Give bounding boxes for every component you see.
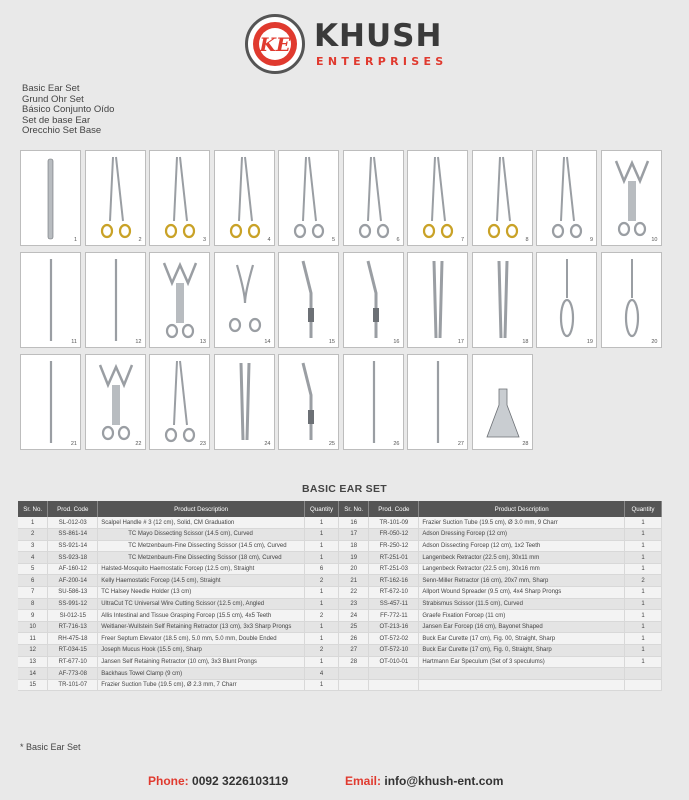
email-label: Email:: [345, 774, 382, 788]
instrument-card: [149, 354, 210, 450]
table-row: [339, 679, 662, 691]
instrument-image: [473, 151, 534, 247]
row-desc: Langenbeck Retractor (22.5 cm), 30x16 mm: [419, 563, 625, 575]
row-qty: 1: [305, 679, 339, 691]
table-row: [18, 552, 339, 564]
instrument-image: [344, 253, 405, 349]
table-row: [339, 645, 662, 657]
row-qty: 1: [625, 656, 662, 668]
instrument-card: [20, 252, 81, 348]
instrument-number: 15: [328, 339, 335, 345]
table-row: [339, 621, 662, 633]
row-desc: Buck Ear Curette (17 cm), Fig. 00, Straight, Sharp: [419, 633, 625, 645]
row-qty: 1: [625, 540, 662, 552]
email-value[interactable]: info@khush-ent.com: [384, 774, 504, 788]
row-code: SU-586-13: [48, 587, 98, 599]
row-sr: [339, 679, 369, 691]
row-sr: 19: [339, 552, 369, 564]
row-qty: 6: [305, 563, 339, 575]
instrument-number: 27: [457, 441, 464, 447]
instrument-card: [149, 252, 210, 348]
row-sr: 5: [18, 563, 48, 575]
instrument-number: 9: [589, 237, 593, 243]
row-sr: 26: [339, 633, 369, 645]
logo-emblem: [245, 14, 305, 74]
row-sr: 20: [339, 563, 369, 575]
instrument-number: 13: [199, 339, 206, 345]
table-row: [339, 563, 662, 575]
instrument-number: 3: [202, 237, 206, 243]
row-qty: 2: [625, 575, 662, 587]
row-qty: 2: [305, 645, 339, 657]
instrument-card: [343, 150, 404, 246]
instrument-card: [472, 252, 533, 348]
instrument-image: [408, 355, 469, 451]
row-code: FF-772-11: [369, 610, 419, 622]
instrument-card: [214, 150, 275, 246]
row-code: AF-773-08: [48, 668, 98, 680]
row-code: AF-160-12: [48, 563, 98, 575]
row-qty: 4: [305, 668, 339, 680]
instrument-image: [150, 151, 211, 247]
logo-initials: KE: [259, 34, 291, 56]
instrument-image: [21, 355, 82, 451]
instrument-image: [602, 151, 663, 247]
instrument-card: [85, 354, 146, 450]
row-desc: Adson Dressing Forcep (12 cm): [419, 529, 625, 541]
instrument-card: [278, 150, 339, 246]
row-desc: Allis Intestinal and Tissue Grasping Forcep (15.5 cm), 4x5 Teeth: [98, 610, 305, 622]
instrument-card: [407, 150, 468, 246]
row-code: OT-010-01: [369, 656, 419, 668]
table-row: [18, 621, 339, 633]
row-qty: 1: [305, 529, 339, 541]
instrument-card: [20, 354, 81, 450]
row-desc: Strabismus Scissor (11.5 cm), Curved: [419, 598, 625, 610]
instrument-number: 2: [138, 237, 142, 243]
row-qty: 1: [625, 633, 662, 645]
instrument-image: [279, 355, 340, 451]
instrument-image: [473, 355, 534, 451]
table-row: [18, 633, 339, 645]
table-row: [18, 598, 339, 610]
instrument-number: 23: [199, 441, 206, 447]
header-code: Prod. Code: [48, 501, 98, 517]
row-sr: 11: [18, 633, 48, 645]
table-row: [18, 529, 339, 541]
row-qty: 1: [625, 598, 662, 610]
table-row: [339, 633, 662, 645]
row-code: RT-034-15: [48, 645, 98, 657]
table-row: [339, 529, 662, 541]
instrument-image: [86, 151, 147, 247]
instrument-number: 22: [135, 441, 142, 447]
row-code: OT-572-02: [369, 633, 419, 645]
row-sr: 12: [18, 645, 48, 657]
row-desc: Buck Ear Curette (17 cm), Fig. 0, Straight, Sharp: [419, 645, 625, 657]
table-row: [18, 656, 339, 668]
row-sr: 27: [339, 645, 369, 657]
row-desc: TC Mayo Dissecting Scissor (14.5 cm), Curved: [98, 529, 305, 541]
row-desc: Backhaus Towel Clamp (9 cm): [98, 668, 305, 680]
header-qty: Quantity: [305, 501, 339, 517]
instrument-number: 25: [328, 441, 335, 447]
row-qty: 1: [625, 517, 662, 529]
table-row: [339, 552, 662, 564]
instrument-image: [473, 253, 534, 349]
header-desc: Product Description: [419, 501, 625, 517]
row-code: RT-162-16: [369, 575, 419, 587]
instrument-card: [536, 150, 597, 246]
row-code: FR-050-12: [369, 529, 419, 541]
row-desc: TC Halsey Needle Holder (13 cm): [98, 587, 305, 599]
header-sr: Sr. No.: [339, 501, 369, 517]
instrument-number: 18: [522, 339, 529, 345]
row-sr: 16: [339, 517, 369, 529]
instrument-number: 6: [396, 237, 400, 243]
table-title: BASIC EAR SET: [302, 483, 387, 495]
row-desc: Langenbeck Retractor (22.5 cm), 30x11 mm: [419, 552, 625, 564]
row-code: RH-475-18: [48, 633, 98, 645]
row-desc: Jansen Ear Forcep (16 cm), Bayonet Shaped: [419, 621, 625, 633]
instrument-image: [408, 253, 469, 349]
instrument-number: 20: [651, 339, 658, 345]
row-qty: 1: [625, 645, 662, 657]
row-sr: 10: [18, 621, 48, 633]
row-qty: 1: [625, 610, 662, 622]
instrument-card: [214, 354, 275, 450]
instrument-card: [343, 252, 404, 348]
row-qty: 1: [305, 633, 339, 645]
title-es: Básico Conjunto Oído: [22, 104, 115, 116]
row-desc: Jansen Self Retaining Retractor (10 cm), 3x3 Blunt Prongs: [98, 656, 305, 668]
row-qty: 1: [625, 587, 662, 599]
row-qty: 1: [625, 563, 662, 575]
row-code: TR-101-07: [48, 679, 98, 691]
parts-table-left: [18, 501, 339, 691]
row-qty: 1: [305, 656, 339, 668]
title-fr: Set de base Ear: [22, 114, 91, 126]
row-code: SS-923-18: [48, 552, 98, 564]
row-desc: Frazier Suction Tube (19.5 cm), Ø 3.0 mm, 9 Charr: [419, 517, 625, 529]
row-desc: Graefe Fixation Forcep (11 cm): [419, 610, 625, 622]
row-sr: 22: [339, 587, 369, 599]
brand-subtitle: ENTERPRISES: [316, 55, 448, 68]
row-sr: 1: [18, 517, 48, 529]
instrument-image: [537, 151, 598, 247]
footnote: * Basic Ear Set: [20, 742, 81, 752]
row-sr: 7: [18, 587, 48, 599]
row-sr: 14: [18, 668, 48, 680]
header-desc: Product Description: [98, 501, 305, 517]
table-row: [18, 610, 339, 622]
table-row: [339, 575, 662, 587]
instrument-card: [407, 252, 468, 348]
instrument-image: [279, 253, 340, 349]
row-code: RT-677-10: [48, 656, 98, 668]
instrument-number: 10: [651, 237, 658, 243]
instrument-image: [86, 355, 147, 451]
instrument-number: 5: [331, 237, 335, 243]
table-row: [18, 645, 339, 657]
row-code: SS-861-14: [48, 529, 98, 541]
row-sr: 17: [339, 529, 369, 541]
instrument-card: [343, 354, 404, 450]
row-code: SL-012-03: [48, 517, 98, 529]
row-sr: 24: [339, 610, 369, 622]
set-titles: [22, 84, 114, 137]
parts-table-right: [339, 501, 662, 691]
brand-logo: [240, 12, 460, 82]
row-qty: 1: [625, 529, 662, 541]
row-qty: 1: [305, 517, 339, 529]
row-code: [369, 668, 419, 680]
instrument-image: [86, 253, 147, 349]
row-qty: 2: [305, 575, 339, 587]
row-desc: TC Metzenbaum-Fine Dissecting Scissor (14.5 cm), Curved: [98, 540, 305, 552]
row-code: OT-572-10: [369, 645, 419, 657]
row-sr: 21: [339, 575, 369, 587]
contact-email: [345, 774, 503, 788]
row-desc: Halsted-Mosquito Haemostatic Forcep (12.5 cm), Straight: [98, 563, 305, 575]
row-desc: [419, 668, 625, 680]
row-desc: Senn-Miller Retractor (16 cm), 20x7 mm, Sharp: [419, 575, 625, 587]
table-row: [18, 679, 339, 691]
row-sr: [339, 668, 369, 680]
instrument-number: 8: [525, 237, 529, 243]
row-qty: [625, 679, 662, 691]
row-code: RT-251-03: [369, 563, 419, 575]
header-code: Prod. Code: [369, 501, 419, 517]
row-qty: 1: [305, 598, 339, 610]
instrument-card: [214, 252, 275, 348]
row-sr: 2: [18, 529, 48, 541]
row-qty: 1: [305, 621, 339, 633]
instrument-card: [407, 354, 468, 450]
instrument-card: [85, 252, 146, 348]
instrument-number: 7: [460, 237, 464, 243]
row-desc: Adson Dissecting Forcep (12 cm), 1x2 Teeth: [419, 540, 625, 552]
row-code: SS-991-12: [48, 598, 98, 610]
row-sr: 28: [339, 656, 369, 668]
row-desc: Allport Wound Spreader (9.5 cm), 4x4 Sharp Prongs: [419, 587, 625, 599]
row-code: AF-200-14: [48, 575, 98, 587]
row-desc: Frazier Suction Tube (19.5 cm), Ø 2.3 mm, 7 Charr: [98, 679, 305, 691]
instrument-card: [278, 252, 339, 348]
row-qty: 1: [625, 552, 662, 564]
instrument-number: 12: [135, 339, 142, 345]
instrument-image: [408, 151, 469, 247]
row-desc: [419, 679, 625, 691]
row-sr: 6: [18, 575, 48, 587]
title-en: Basic Ear Set: [22, 83, 80, 94]
row-code: [369, 679, 419, 691]
row-sr: 3: [18, 540, 48, 552]
table-row: [18, 540, 339, 552]
instrument-image: [21, 151, 82, 247]
instrument-card: [20, 150, 81, 246]
row-code: RT-672-10: [369, 587, 419, 599]
table-row: [339, 656, 662, 668]
title-de: Grund Ohr Set: [22, 93, 84, 105]
instrument-image: [215, 355, 276, 451]
instrument-number: 17: [457, 339, 464, 345]
instrument-image: [344, 355, 405, 451]
row-desc: Kelly Haemostatic Forcep (14.5 cm), Straight: [98, 575, 305, 587]
instrument-image: [344, 151, 405, 247]
table-row: [339, 587, 662, 599]
row-code: RT-251-01: [369, 552, 419, 564]
table-row: [339, 610, 662, 622]
row-qty: 1: [305, 587, 339, 599]
row-code: RT-716-13: [48, 621, 98, 633]
row-sr: 13: [18, 656, 48, 668]
table-row: [339, 598, 662, 610]
table-row: [339, 540, 662, 552]
instrument-card: [601, 252, 662, 348]
instrument-number: 26: [393, 441, 400, 447]
instrument-number: 19: [586, 339, 593, 345]
instrument-card: [149, 150, 210, 246]
instrument-image: [537, 253, 598, 349]
row-desc: TC Metzenbaum-Fine Dissecting Scissor (18 cm), Curved: [98, 552, 305, 564]
instrument-image: [215, 253, 276, 349]
instrument-card: [472, 354, 533, 450]
table-row: [18, 575, 339, 587]
instrument-number: 21: [70, 441, 77, 447]
instrument-number: 1: [73, 237, 77, 243]
row-sr: 23: [339, 598, 369, 610]
instrument-image: [602, 253, 663, 349]
instrument-number: 28: [522, 441, 529, 447]
instrument-card: [601, 150, 662, 246]
phone-label: Phone:: [148, 774, 189, 788]
row-desc: Joseph Mucus Hook (15.5 cm), Sharp: [98, 645, 305, 657]
title-it: Orecchio Set Base: [22, 125, 102, 137]
row-desc: Freer Septum Elevator (18.5 cm), 5.0 mm, 5.0 mm, Double Ended: [98, 633, 305, 645]
row-qty: 1: [625, 621, 662, 633]
instrument-number: 14: [264, 339, 271, 345]
phone-value: 0092 3226103119: [192, 774, 289, 788]
row-qty: [625, 668, 662, 680]
row-sr: 25: [339, 621, 369, 633]
header-qty: Quantity: [625, 501, 662, 517]
table-row: [18, 587, 339, 599]
table-row: [18, 668, 339, 680]
instrument-card: [536, 252, 597, 348]
header-sr: Sr. No.: [18, 501, 48, 517]
row-code: TR-101-09: [369, 517, 419, 529]
table-row: [339, 517, 662, 529]
instrument-number: 24: [264, 441, 271, 447]
instrument-card: [278, 354, 339, 450]
contact-phone: [148, 774, 288, 788]
row-desc: Hartmann Ear Speculum (Set of 3 speculums): [419, 656, 625, 668]
row-desc: UltraCut TC Universal Wire Cutting Scissor (12.5 cm), Angled: [98, 598, 305, 610]
row-sr: 4: [18, 552, 48, 564]
row-qty: 2: [305, 610, 339, 622]
row-code: SI-012-15: [48, 610, 98, 622]
instrument-image: [150, 253, 211, 349]
instrument-card: [85, 150, 146, 246]
instrument-card: [472, 150, 533, 246]
row-sr: 18: [339, 540, 369, 552]
row-code: OT-213-16: [369, 621, 419, 633]
instrument-image: [150, 355, 211, 451]
row-code: SS-921-14: [48, 540, 98, 552]
instrument-image: [279, 151, 340, 247]
row-code: SS-457-11: [369, 598, 419, 610]
instrument-image: [21, 253, 82, 349]
table-row: [18, 563, 339, 575]
row-sr: 8: [18, 598, 48, 610]
instrument-number: 4: [267, 237, 271, 243]
brand-name: KHUSH: [314, 18, 443, 54]
table-row: [339, 668, 662, 680]
row-code: FR-250-12: [369, 540, 419, 552]
row-desc: Weitlaner-Wullstein Self Retaining Retractor (13 cm), 3x3 Sharp Prongs: [98, 621, 305, 633]
row-sr: 15: [18, 679, 48, 691]
instrument-image: [215, 151, 276, 247]
instrument-number: 11: [71, 339, 77, 345]
row-qty: 1: [305, 540, 339, 552]
row-sr: 9: [18, 610, 48, 622]
instrument-number: 16: [393, 339, 400, 345]
row-desc: Scalpel Handle # 3 (12 cm), Solid, CM Graduation: [98, 517, 305, 529]
row-qty: 1: [305, 552, 339, 564]
table-row: [18, 517, 339, 529]
